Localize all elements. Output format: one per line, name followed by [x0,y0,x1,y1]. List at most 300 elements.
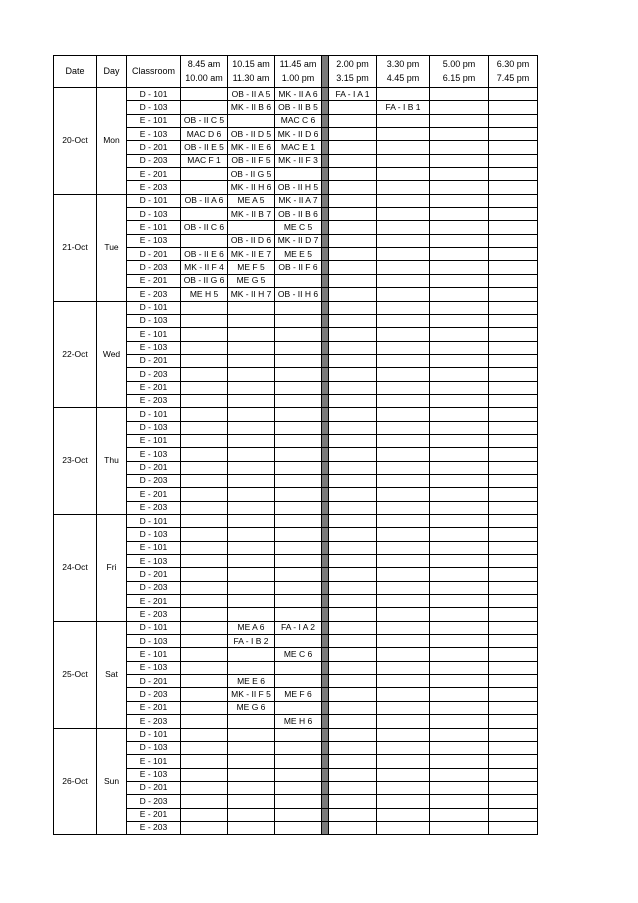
session-cell [377,528,430,541]
session-cell [329,755,377,768]
session-cell [181,208,228,221]
lunch-gap-cell [322,248,329,261]
session-cell [228,715,275,728]
session-cell [489,821,538,834]
session-cell [228,555,275,568]
session-cell [430,741,489,754]
date-cell: 22-Oct [54,301,97,408]
session-cell [430,301,489,314]
session-cell [329,581,377,594]
session-cell [329,261,377,274]
table-row [54,328,538,341]
session-cell [377,621,430,634]
session-cell [377,181,430,194]
classroom-cell: E - 101 [127,755,181,768]
session-cell: MK - II F 3 [275,154,322,167]
session-cell [275,635,322,648]
slot-1-end: 10.00 am [185,72,223,83]
session-cell [489,781,538,794]
session-cell [228,221,275,234]
session-cell [275,595,322,608]
table-row [54,101,538,114]
session-cell [329,635,377,648]
lunch-gap-cell [322,368,329,381]
session-cell: ME C 5 [275,221,322,234]
session-cell [228,728,275,741]
session-cell [430,555,489,568]
lunch-gap-cell [322,648,329,661]
table-row [54,434,538,447]
session-cell [329,528,377,541]
date-cell: 23-Oct [54,408,97,515]
lunch-gap-cell [322,434,329,447]
session-cell [377,555,430,568]
session-cell: FA - I B 1 [377,101,430,114]
session-cell [489,354,538,367]
session-cell [228,581,275,594]
lunch-gap-cell [322,568,329,581]
session-cell [489,234,538,247]
session-cell: MK - II F 4 [181,261,228,274]
session-cell [329,595,377,608]
session-cell [275,354,322,367]
slot-3-start: 11.45 am [279,59,317,70]
session-cell [430,755,489,768]
session-cell [181,381,228,394]
table-row [54,221,538,234]
session-cell [329,728,377,741]
session-cell [489,394,538,407]
session-cell [489,408,538,421]
session-cell [275,448,322,461]
classroom-cell: D - 201 [127,354,181,367]
table-row [54,715,538,728]
session-cell [377,434,430,447]
session-cell: FA - I A 1 [329,88,377,101]
session-cell [430,595,489,608]
session-cell [329,488,377,501]
session-cell [329,715,377,728]
classroom-cell: E - 101 [127,434,181,447]
session-cell [228,768,275,781]
classroom-cell: D - 203 [127,688,181,701]
session-cell [489,768,538,781]
classroom-cell: E - 201 [127,808,181,821]
slot-5-start: 3.30 pm [386,59,420,70]
session-cell [275,821,322,834]
session-cell [489,194,538,207]
session-cell [377,461,430,474]
lunch-gap-cell [322,528,329,541]
session-cell [377,795,430,808]
session-cell [228,474,275,487]
table-row [54,128,538,141]
session-cell [430,128,489,141]
session-cell [329,675,377,688]
table-row [54,648,538,661]
classroom-cell: E - 203 [127,288,181,301]
session-cell [489,341,538,354]
session-cell [181,768,228,781]
session-cell: ME G 5 [228,274,275,287]
session-cell: MK - II B 7 [228,208,275,221]
session-cell [377,141,430,154]
table-row [54,234,538,247]
lunch-gap-cell [322,768,329,781]
session-cell [489,181,538,194]
session-cell [430,101,489,114]
session-cell [377,234,430,247]
table-row [54,141,538,154]
table-row [54,581,538,594]
header-slot-1 [181,56,228,88]
session-cell: MK - II D 7 [275,234,322,247]
session-cell [181,621,228,634]
session-cell [275,515,322,528]
session-cell [377,288,430,301]
session-cell [489,381,538,394]
session-cell [275,314,322,327]
session-cell [377,635,430,648]
session-cell [430,141,489,154]
session-cell [329,221,377,234]
session-cell [430,728,489,741]
lunch-gap-cell [322,154,329,167]
session-cell [329,194,377,207]
table-row [54,541,538,554]
session-cell [377,408,430,421]
classroom-cell: D - 103 [127,741,181,754]
session-cell [329,608,377,621]
session-cell [377,448,430,461]
lunch-gap-cell [322,715,329,728]
classroom-cell: D - 103 [127,421,181,434]
session-cell [377,661,430,674]
classroom-cell: D - 101 [127,515,181,528]
table-row [54,595,538,608]
session-cell [377,168,430,181]
session-cell [228,795,275,808]
session-cell [329,381,377,394]
session-cell: OB - II A 6 [181,194,228,207]
session-cell [430,381,489,394]
session-cell [181,168,228,181]
session-cell [228,541,275,554]
session-cell [228,741,275,754]
session-cell [377,328,430,341]
lunch-gap-cell [322,408,329,421]
slot-2-start: 10.15 am [232,59,270,70]
lunch-gap-cell [322,728,329,741]
table-row [54,701,538,714]
session-cell: ME H 5 [181,288,228,301]
session-cell [329,341,377,354]
session-cell [329,474,377,487]
session-cell [489,261,538,274]
session-cell [377,755,430,768]
session-cell [377,154,430,167]
classroom-cell: E - 103 [127,341,181,354]
classroom-cell: D - 201 [127,248,181,261]
session-cell [228,755,275,768]
header-date: Date [54,56,97,88]
session-cell: ME F 6 [275,688,322,701]
day-cell: Thu [97,408,127,515]
classroom-cell: E - 101 [127,328,181,341]
slot-2-end: 11.30 am [232,72,270,83]
session-cell [329,808,377,821]
session-cell: OB - II D 5 [228,128,275,141]
session-cell: MAC C 6 [275,114,322,127]
classroom-cell: D - 103 [127,101,181,114]
table-row [54,768,538,781]
session-cell [329,234,377,247]
session-cell [329,661,377,674]
session-cell [489,128,538,141]
lunch-gap-cell [322,541,329,554]
session-cell [377,821,430,834]
session-cell: OB - II G 6 [181,274,228,287]
session-cell [430,288,489,301]
lunch-gap-cell [322,314,329,327]
slot-4-start: 2.00 pm [336,59,369,70]
table-row [54,501,538,514]
session-cell [489,501,538,514]
table-row [54,608,538,621]
session-cell: MAC D 6 [181,128,228,141]
session-cell: MAC E 1 [275,141,322,154]
session-cell [181,688,228,701]
table-row [54,354,538,367]
classroom-cell: D - 203 [127,581,181,594]
session-cell [489,141,538,154]
table-row [54,194,538,207]
session-cell [275,741,322,754]
session-cell [489,314,538,327]
session-cell: ME G 6 [228,701,275,714]
session-cell [430,715,489,728]
session-cell [329,208,377,221]
session-cell [275,461,322,474]
session-cell [377,675,430,688]
session-cell [181,354,228,367]
session-cell [377,274,430,287]
session-cell [430,528,489,541]
session-cell [329,648,377,661]
session-cell [430,821,489,834]
table-row [54,248,538,261]
session-cell [329,621,377,634]
session-cell: MK - II D 6 [275,128,322,141]
classroom-cell: D - 101 [127,301,181,314]
session-cell [377,221,430,234]
table-row [54,488,538,501]
session-cell [275,274,322,287]
session-cell [275,341,322,354]
session-cell: MK - II A 6 [275,88,322,101]
session-cell [275,808,322,821]
session-cell [275,301,322,314]
lunch-gap-cell [322,421,329,434]
session-cell [489,221,538,234]
header-classroom: Classroom [127,56,181,88]
session-cell [489,248,538,261]
session-cell [181,88,228,101]
classroom-cell: D - 103 [127,314,181,327]
session-cell [228,328,275,341]
classroom-cell: E - 101 [127,648,181,661]
slot-4-end: 3.15 pm [336,72,369,83]
session-cell [377,114,430,127]
session-cell [377,568,430,581]
session-cell [430,808,489,821]
session-cell [430,208,489,221]
session-cell [181,701,228,714]
classroom-cell: E - 203 [127,715,181,728]
session-cell: OB - II E 5 [181,141,228,154]
session-cell [430,474,489,487]
table-row [54,474,538,487]
session-cell [489,274,538,287]
table-row [54,261,538,274]
lunch-gap-cell [322,394,329,407]
session-cell [489,635,538,648]
session-cell [181,635,228,648]
session-cell [377,541,430,554]
session-cell: OB - II H 5 [275,181,322,194]
session-cell [181,595,228,608]
day-cell: Sun [97,728,127,835]
session-cell [329,288,377,301]
session-cell [329,781,377,794]
classroom-cell: D - 203 [127,368,181,381]
session-cell [430,88,489,101]
lunch-gap-cell [322,688,329,701]
session-cell [329,501,377,514]
table-row [54,394,538,407]
session-cell [489,555,538,568]
table-row [54,675,538,688]
session-cell [329,461,377,474]
session-cell [489,675,538,688]
session-cell: MK - II H 7 [228,288,275,301]
session-cell [430,114,489,127]
classroom-cell: E - 201 [127,168,181,181]
classroom-cell: E - 201 [127,381,181,394]
lunch-gap-cell [322,288,329,301]
session-cell [181,728,228,741]
session-cell: FA - I A 2 [275,621,322,634]
session-cell [377,368,430,381]
session-cell [329,301,377,314]
session-cell [430,768,489,781]
classroom-cell: D - 101 [127,88,181,101]
session-cell [377,595,430,608]
lunch-gap-cell [322,261,329,274]
session-cell: OB - II F 6 [275,261,322,274]
lunch-gap-cell [322,488,329,501]
classroom-cell: D - 101 [127,194,181,207]
session-cell [430,501,489,514]
session-cell [377,248,430,261]
session-cell: ME A 5 [228,194,275,207]
session-cell: MK - II E 7 [228,248,275,261]
session-cell [275,394,322,407]
session-cell [275,328,322,341]
session-cell [430,795,489,808]
classroom-cell: D - 201 [127,675,181,688]
session-cell [275,434,322,447]
session-cell [489,368,538,381]
session-cell [228,114,275,127]
session-cell [430,221,489,234]
session-cell [181,341,228,354]
session-cell [489,154,538,167]
session-cell [329,101,377,114]
session-cell [181,741,228,754]
table-row [54,368,538,381]
session-cell [377,421,430,434]
session-cell [430,354,489,367]
lunch-gap-cell [322,741,329,754]
date-cell: 21-Oct [54,194,97,301]
session-cell [489,608,538,621]
session-cell [228,421,275,434]
session-cell: ME H 6 [275,715,322,728]
session-cell [329,795,377,808]
lunch-gap-cell [322,581,329,594]
session-cell [329,314,377,327]
timetable-sheet [53,55,538,835]
session-cell [489,515,538,528]
classroom-cell: D - 101 [127,621,181,634]
session-cell [489,328,538,341]
session-cell [377,314,430,327]
session-cell [489,688,538,701]
classroom-cell: E - 101 [127,541,181,554]
session-cell [377,88,430,101]
slot-5-end: 4.45 pm [386,72,420,83]
slot-3-end: 1.00 pm [281,72,315,83]
classroom-cell: E - 203 [127,181,181,194]
table-row [54,781,538,794]
table-row [54,381,538,394]
slot-7-start: 6.30 pm [496,59,530,70]
table-row [54,635,538,648]
session-cell [228,661,275,674]
session-cell [377,501,430,514]
lunch-gap-cell [322,501,329,514]
session-cell [489,715,538,728]
session-cell [181,328,228,341]
session-cell [275,568,322,581]
session-cell: OB - II F 5 [228,154,275,167]
table-row [54,568,538,581]
session-cell [275,768,322,781]
session-cell [489,755,538,768]
session-cell: OB - II B 6 [275,208,322,221]
session-cell [329,368,377,381]
session-cell [430,635,489,648]
session-cell [275,555,322,568]
lunch-gap-cell [322,221,329,234]
session-cell [430,394,489,407]
session-cell [377,301,430,314]
lunch-gap-cell [322,381,329,394]
session-cell [181,314,228,327]
session-cell: ME F 5 [228,261,275,274]
table-row [54,741,538,754]
